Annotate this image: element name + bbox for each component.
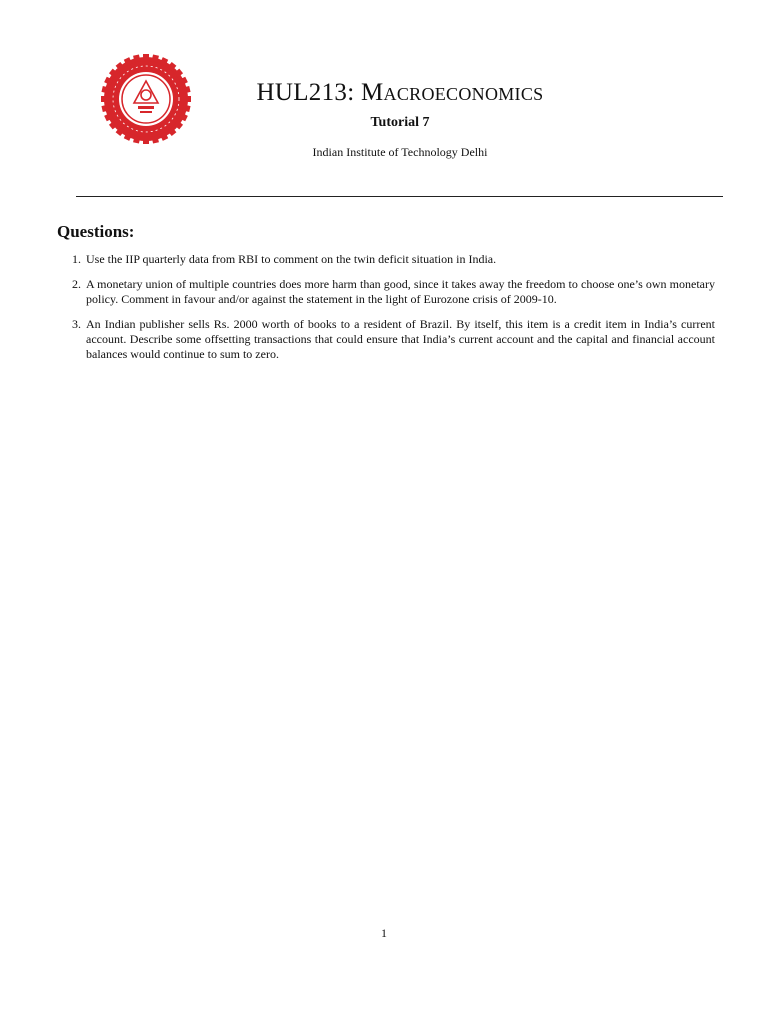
iit-delhi-emblem-icon [98, 53, 194, 145]
question-item [57, 277, 715, 307]
tutorial-subtitle: Tutorial 7 [370, 115, 430, 130]
question-text: An Indian publisher sells Rs. 2000 worth of books to a resident of Brazil. By itself, this item is a credit item in India’s current account. Describe some offsetting transactions that could ensure that India’s current account and the capital and financial account balances would continue to sum to zero. [86, 317, 715, 361]
document-header [200, 80, 600, 160]
header-divider [76, 196, 723, 197]
question-number: 2. [72, 277, 81, 291]
page-number: 1 [381, 926, 387, 940]
question-text: A monetary union of multiple countries does more harm than good, since it takes away the freedom to choose one’s own monetary policy. Comment in favour and/or against the statement in the light of Eurozone crisis of 2009-10. [86, 277, 715, 306]
course-title [200, 80, 600, 105]
course-code: HUL213: [256, 79, 362, 106]
question-item [57, 317, 715, 362]
questions-heading: Questions: [57, 222, 135, 241]
question-item [57, 252, 715, 267]
question-number: 1. [72, 252, 81, 266]
course-name: Macroeconomics [361, 79, 544, 106]
questions-list [57, 252, 715, 372]
institute-name: Indian Institute of Technology Delhi [312, 145, 488, 159]
question-number: 3. [72, 317, 81, 331]
question-text: Use the IIP quarterly data from RBI to comment on the twin deficit situation in India. [86, 252, 497, 266]
